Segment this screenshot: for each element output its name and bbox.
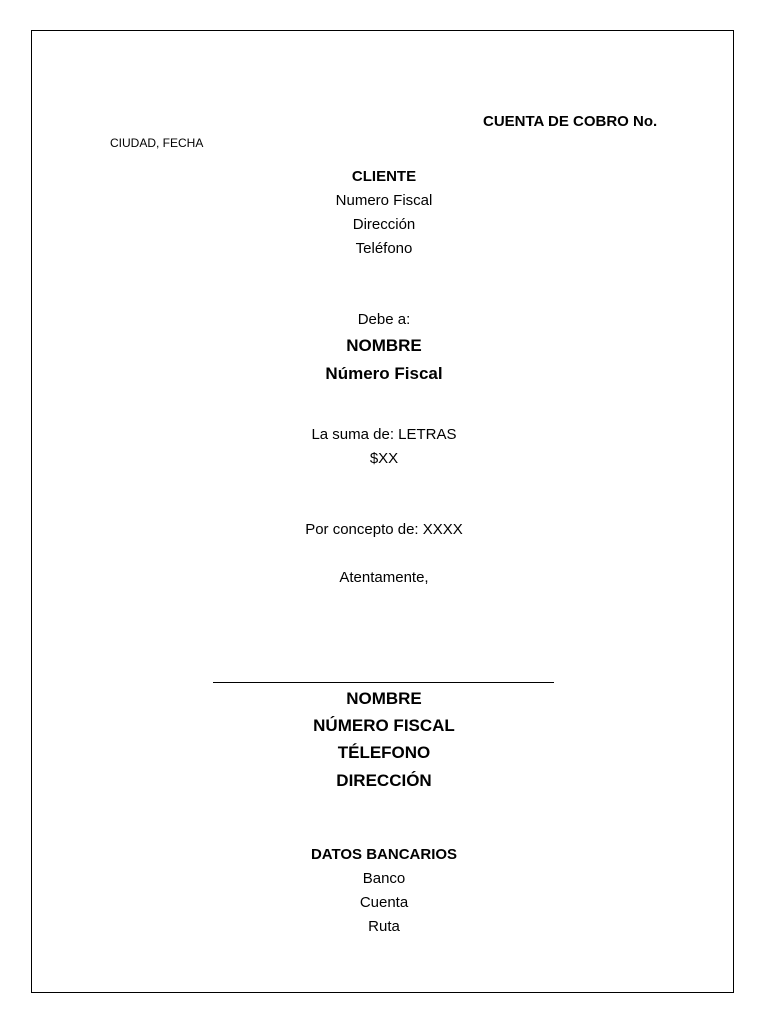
creditor-fiscal-number: Número Fiscal [325,364,443,383]
closing-greeting: Atentamente, [339,569,429,586]
creditor-name: NOMBRE [346,336,422,355]
signature-fiscal-number: NÚMERO FISCAL [313,716,455,735]
client-fiscal-number: Numero Fiscal [335,192,433,209]
document-title: CUENTA DE COBRO No. [483,113,658,130]
owes-label: Debe a: [357,311,411,328]
amount-text: La suma de: LETRAS [311,426,457,443]
client-label: CLIENTE [351,168,417,185]
signature-line [213,682,554,683]
client-phone: Teléfono [355,240,413,257]
bank-route: Ruta [368,918,400,935]
bank-label: DATOS BANCARIOS [310,846,458,863]
amount-value: $XX [369,450,399,467]
bank-account: Cuenta [359,894,409,911]
concept-text: Por concepto de: XXXX [305,521,463,538]
signature-phone: TÉLEFONO [337,743,431,762]
client-address: Dirección [352,216,416,233]
bank-name: Banco [362,870,406,887]
city-date: CIUDAD, FECHA [110,136,204,150]
signature-address: DIRECCIÓN [336,771,432,790]
signature-name: NOMBRE [346,689,422,708]
